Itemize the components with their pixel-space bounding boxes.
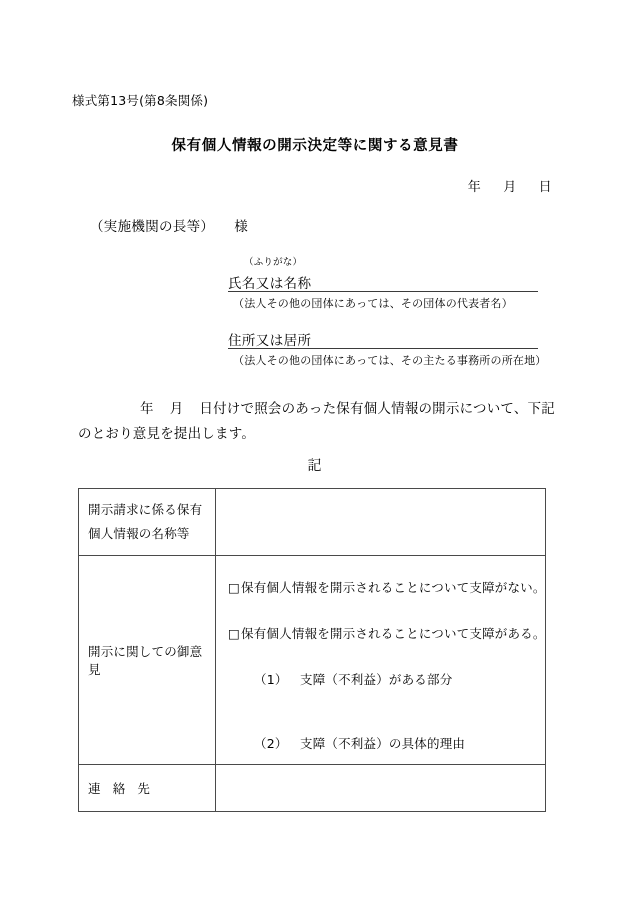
ki-mark: 記	[307, 458, 323, 474]
table-label-cell-contact	[79, 765, 216, 812]
opinion-options	[216, 556, 545, 752]
checkbox-icon[interactable]: □	[228, 580, 241, 595]
name-field-note: （法人その他の団体にあっては、その団体の代表者名）	[233, 297, 513, 310]
sub-item-specific-reason	[254, 734, 535, 752]
sub-item-number: （1）	[254, 672, 288, 687]
table-label-opinion: 開示に関しての御意見	[88, 644, 203, 677]
checkbox-icon[interactable]: □	[228, 626, 241, 641]
sub-item-affected-part	[254, 670, 535, 688]
sub-item-label: 支障（不利益）がある部分	[300, 672, 453, 687]
date-day: 日	[538, 180, 552, 195]
table-row-opinion	[79, 556, 546, 765]
contact-label-part-3: 先	[137, 781, 151, 796]
addressee-honorific: 様	[234, 219, 249, 235]
body-year: 年	[140, 401, 154, 417]
address-field-label: 住所又は居所	[228, 333, 312, 349]
table-label-cell-subject	[79, 489, 216, 556]
form-number: 様式第13号(第8条関係)	[72, 93, 209, 108]
checkbox-option-objection[interactable]	[228, 624, 546, 642]
address-field-note: （法人その他の団体にあっては、その主たる事務所の所在地）	[233, 354, 547, 367]
contact-label-part-2: 絡	[112, 781, 126, 796]
sub-item-number: （2）	[254, 736, 288, 751]
table-label-subject: 開示請求に係る保有個人情報の名称等	[88, 502, 203, 541]
table-label-cell-opinion	[79, 556, 216, 765]
date-year: 年	[467, 180, 482, 195]
furigana-label: （ふりがな）	[244, 257, 303, 268]
checkbox-label: 保有個人情報を開示されることについて支障がある。	[241, 626, 546, 641]
address-field-rule	[228, 348, 538, 349]
body-text: 日付けで照会のあった保有個人情報の開示について、下記のとおり意見を提出します。	[78, 401, 555, 442]
table-value-cell-subject[interactable]	[216, 489, 546, 556]
contact-label-part-1: 連	[88, 781, 101, 796]
table-row-subject	[79, 489, 546, 556]
body-month: 月	[169, 401, 184, 417]
addressee-line	[90, 215, 248, 235]
name-field-rule	[228, 291, 538, 292]
table-value-cell-opinion[interactable]	[216, 556, 546, 765]
name-field-label: 氏名又は名称	[228, 276, 312, 292]
date-month: 月	[503, 180, 517, 195]
opinion-form-table	[78, 488, 546, 812]
date-line	[0, 176, 552, 195]
checkbox-option-no-objection[interactable]	[228, 578, 546, 596]
page-title: 保有個人情報の開示決定等に関する意見書	[171, 138, 459, 154]
table-label-contact	[79, 765, 215, 797]
table-row-contact	[79, 765, 546, 812]
body-paragraph	[78, 397, 558, 447]
sub-item-label: 支障（不利益）の具体的理由	[300, 736, 466, 751]
addressee-organization: （実施機関の長等）	[90, 219, 215, 235]
table-value-cell-contact[interactable]	[216, 765, 546, 812]
checkbox-label: 保有個人情報を開示されることについて支障がない。	[241, 580, 546, 595]
